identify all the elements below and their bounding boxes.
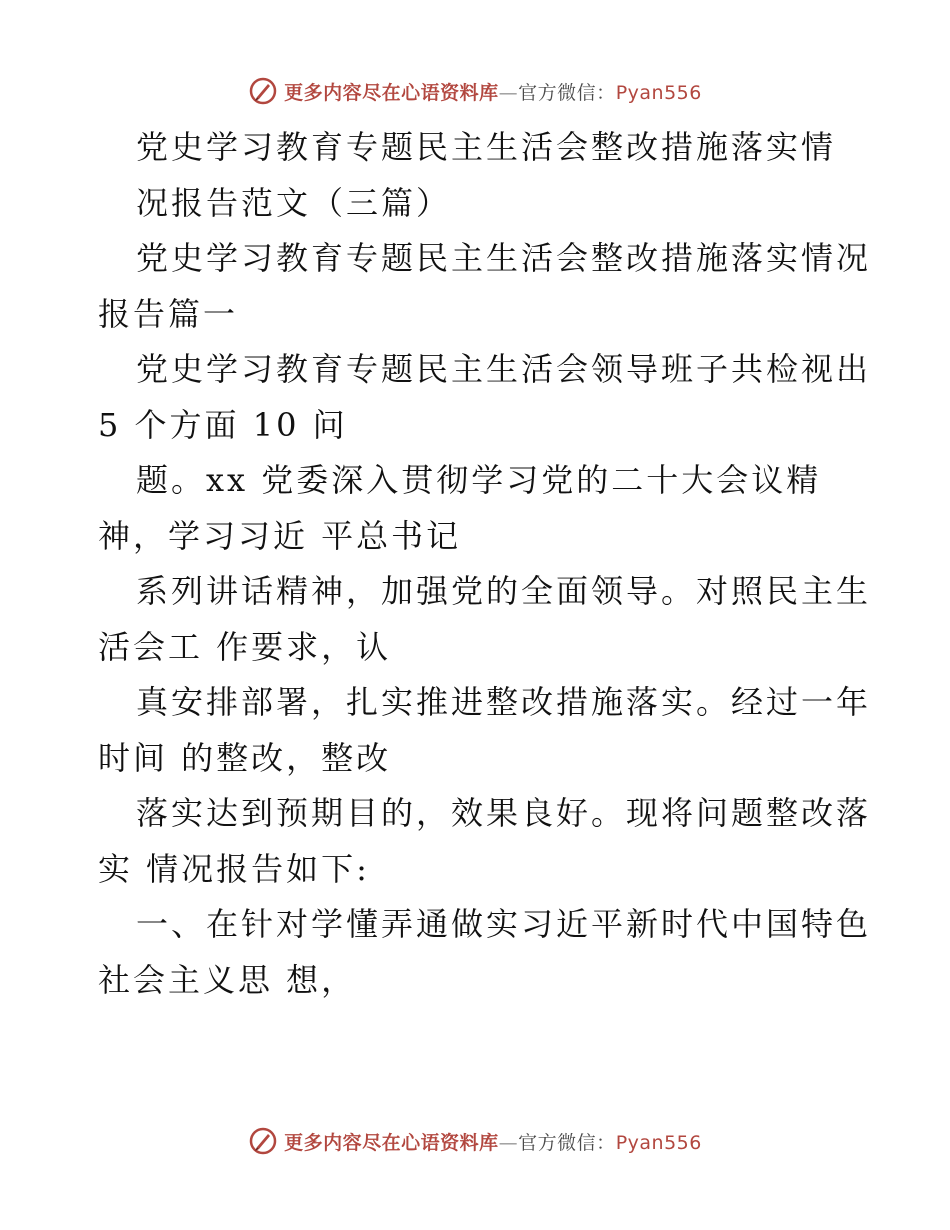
text-line: 神，学习习近 平总书记 <box>98 516 462 555</box>
text-line: 党史学习教育专题民主生活会整改措施落实情况 <box>136 239 872 277</box>
text-line: 社会主义思 想， <box>98 960 357 999</box>
text-line: 题。xx 党委深入贯彻学习党的二十大会议精 <box>136 461 822 499</box>
watermark-text <box>284 1128 702 1155</box>
watermark-text <box>284 78 702 105</box>
watermark-official-label: 官方微信： <box>518 81 616 104</box>
text-line: 系列讲话精神，加强党的全面领导。对照民主生 <box>136 572 872 610</box>
watermark-dash: — <box>498 1131 519 1154</box>
text-line: 党史学习教育专题民主生活会整改措施落实情 <box>136 128 837 166</box>
text-line: 实 情况报告如下: <box>98 849 370 888</box>
watermark-wechat-id: Pyan556 <box>615 1131 702 1154</box>
header-watermark <box>0 74 950 108</box>
text-line: 5 个方面 10 问 <box>98 405 348 444</box>
text-line: 况报告范文（三篇） <box>136 183 452 222</box>
watermark-dash: — <box>498 81 519 104</box>
watermark-wechat-id: Pyan556 <box>615 81 702 104</box>
text-line: 报告篇一 <box>98 294 239 333</box>
text-line: 党史学习教育专题民主生活会领导班子共检视出 <box>136 350 872 388</box>
footer-watermark <box>0 1124 950 1158</box>
quill-logo-icon <box>248 76 278 106</box>
quill-logo-icon <box>248 1126 278 1156</box>
watermark-brand: 更多内容尽在心语资料库 <box>284 1131 499 1154</box>
document-body <box>98 120 872 1008</box>
text-line: 一、在针对学懂弄通做实习近平新时代中国特色 <box>136 905 872 943</box>
text-line: 真安排部署，扎实推进整改措施落实。经过一年 <box>136 683 872 721</box>
watermark-official-label: 官方微信： <box>518 1131 616 1154</box>
text-line: 时间 的整改，整改 <box>98 738 392 777</box>
text-line: 活会工 作要求，认 <box>98 627 392 666</box>
watermark-brand: 更多内容尽在心语资料库 <box>284 81 499 104</box>
text-line: 落实达到预期目的，效果良好。现将问题整改落 <box>136 794 872 832</box>
